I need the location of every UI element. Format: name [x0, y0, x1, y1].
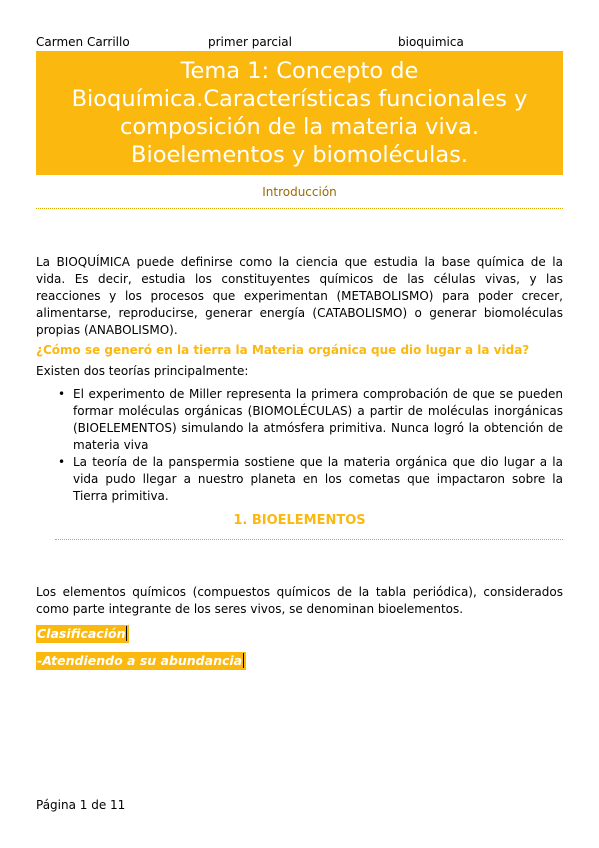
abundance-highlight: -Atendiendo a su abundancia	[36, 652, 246, 670]
text-cursor	[243, 653, 244, 668]
intro-divider	[36, 208, 563, 209]
section-divider	[55, 539, 563, 540]
list-item: • La teoría de la panspermia sostiene que la materia orgánica que dio lugar a la vida pudo llegar a nuestro planeta en los cometas que impactaron sobre la Tierra primitiva.	[58, 455, 563, 503]
paragraph-line: vida. Es decir, estudia los constituyentes químicos de las células vivas, y las	[36, 272, 563, 286]
paragraph-line: Los elementos químicos (compuestos químicos de la tabla periódica), considerados	[36, 585, 563, 599]
paragraph-line: reacciones y los procesos que experimentan (METABOLISMO) para poder crecer,	[36, 289, 563, 303]
bullet-icon: •	[58, 455, 66, 469]
title-line-1: Tema 1: Concepto de	[180, 58, 419, 84]
paragraph-line: La BIOQUÍMICA puede definirse como la ciencia que estudia la base química de la	[36, 255, 563, 269]
title-box	[36, 51, 563, 175]
page-number: Página 1 de 11	[36, 798, 126, 812]
title-line-3: composición de la materia viva.	[120, 114, 479, 140]
bullet-icon: •	[58, 387, 66, 401]
title-line-4: Bioelementos y biomoléculas.	[131, 142, 468, 168]
theories-intro: Existen dos teorías principalmente:	[36, 364, 249, 378]
header-exam: primer parcial	[208, 35, 292, 49]
bioelements-paragraph	[36, 584, 563, 618]
intro-heading: Introducción	[262, 185, 337, 199]
paragraph-line: alimentarse, reproducirse, generar energía (CATABOLISMO) o generar biomoléculas	[36, 306, 563, 320]
list-item: • El experimento de Miller representa la primera comprobación de que se pueden formar moléculas orgánicas (BIOMOLÉCULAS) a partir de moléculas inorgánicas (BIOELEMENTOS) simulando la atmósfera primitiva. Nunca logró la obtención de materia viva	[58, 387, 563, 452]
paragraph-line: propias (ANABOLISMO).	[36, 323, 178, 337]
header-author: Carmen Carrillo	[36, 35, 130, 49]
question-heading: ¿Cómo se generó en la tierra la Materia orgánica que dio lugar a la vida?	[36, 343, 530, 357]
title-line-2: Bioquímica.Características funcionales y	[71, 86, 528, 112]
section-heading: 1. BIOELEMENTOS	[233, 513, 366, 528]
intro-paragraph	[36, 254, 563, 339]
header-subject: bioquimica	[398, 35, 464, 49]
classification-highlight: Clasificación	[36, 625, 129, 643]
theories-list	[60, 386, 563, 505]
paragraph-line: como parte integrante de los seres vivos, se denominan bioelementos.	[36, 602, 464, 616]
text-cursor	[126, 626, 127, 641]
